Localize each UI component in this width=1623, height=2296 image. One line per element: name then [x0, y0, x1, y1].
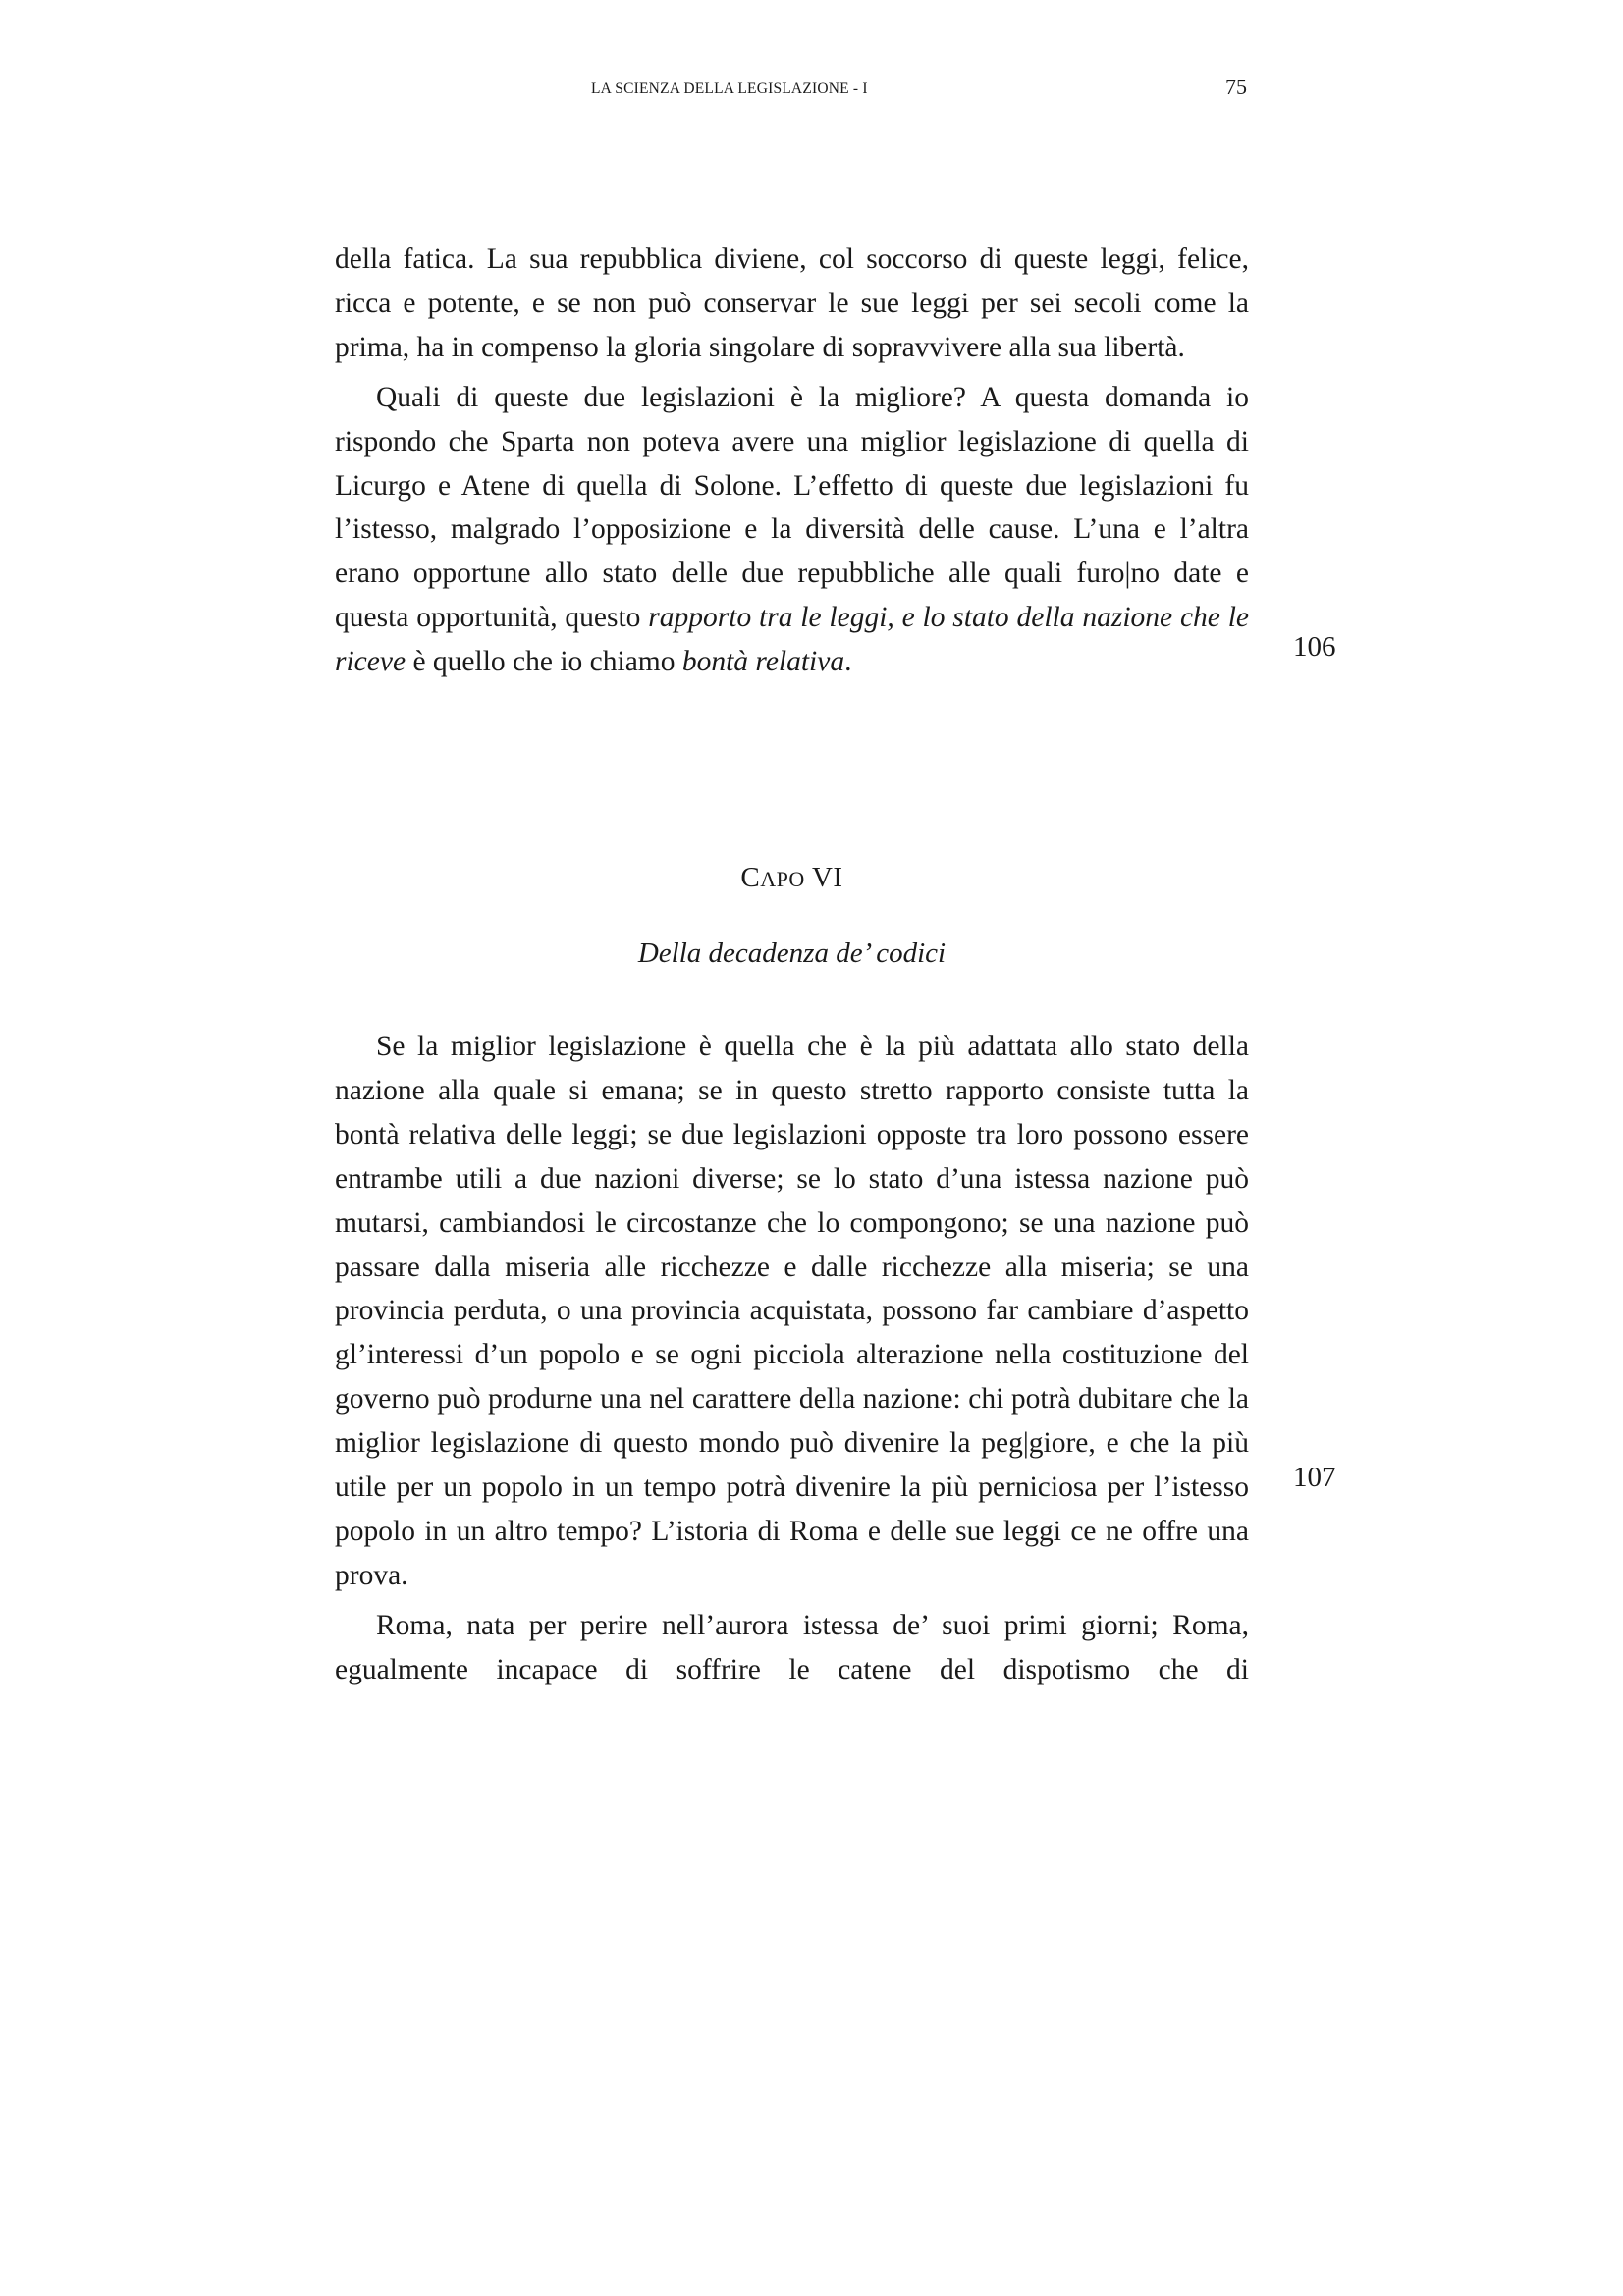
margin-page-ref: 106 [1293, 631, 1336, 663]
page-number: 75 [1225, 75, 1247, 99]
italic-phrase: rapporto tra le leggi, e lo stato della nazione che le riceve [335, 602, 1249, 678]
paragraph-rome: Roma, nata per perire nell’aurora istessa de’ suoi primi giorni; Roma, egualmente incapace di soffrire le catene del dispotismo che di [335, 1609, 1249, 1685]
paragraph-text: . [844, 646, 852, 678]
paragraph-continuation: della fatica. La sua repubblica diviene, col soccorso di queste leggi, felice, ricca e potente, e se non può conservar le sue leggi per sei secoli come la prima, ha in compenso la gloria singolare di sopravvivere alla sua libertà. [335, 243, 1249, 363]
paragraph-text: Quali di queste due legislazioni è la migliore? A questa domanda io rispondo che Sparta non poteva avere una miglior legislazione di quella di Licurgo e Atene di quella di Solone. L’effetto di queste due legislazioni fu l’istesso, malgrado l’opposizione e la diversità delle cause. L’una e l’altra erano opportune allo stato delle due repubbliche alle quali furo|no date e questa opportunità, questo [335, 381, 1249, 634]
running-head: LA SCIENZA DELLA LEGISLAZIONE - I [591, 80, 868, 97]
paragraph-legislations [335, 376, 1249, 684]
paragraph-text: è quello che io chiamo [406, 646, 682, 678]
paragraph-decadence: Se la miglior legislazione è quella che è la più adattata allo stato della nazione alla quale si emana; se in questo stretto rapporto consiste tutta la bontà relativa delle leggi; se due legislazioni opposte tra loro possono essere entrambe utili a due nazioni diverse; se lo stato d’una istessa nazione può mutarsi, cambiandosi le circostanze che lo compongono; se una nazione può passare dalla miseria alle ricchezze e dalle ricchezze alla miseria; se una provincia perduta, o una provincia acquistata, possono far cambiare d’aspetto gl’interessi d’un popolo e se ogni picciola alterazione nella costituzione del governo può produrne una nel carattere della nazione: chi potrà dubitare che la miglior legislazione di questo mondo può divenire la peg|giore, e che la più utile per un popolo in un tempo potrà divenire la più perniciosa per l’istesso popolo in un altro tempo? L’istoria di Roma e delle sue leggi ce ne offre una prova. [335, 1031, 1249, 1591]
text-block-bottom [335, 1025, 1249, 1692]
chapter-title [0, 862, 1584, 894]
text-block-top [335, 238, 1249, 684]
italic-phrase: bontà relativa [681, 646, 845, 678]
chapter-subtitle: Della decadenza de’ codici [637, 937, 947, 969]
chapter-title-initial: C [740, 862, 761, 893]
chapter-title-numeral: VI [804, 862, 843, 893]
chapter-title-smallcaps: APO [760, 867, 805, 891]
margin-page-ref: 107 [1293, 1462, 1336, 1493]
